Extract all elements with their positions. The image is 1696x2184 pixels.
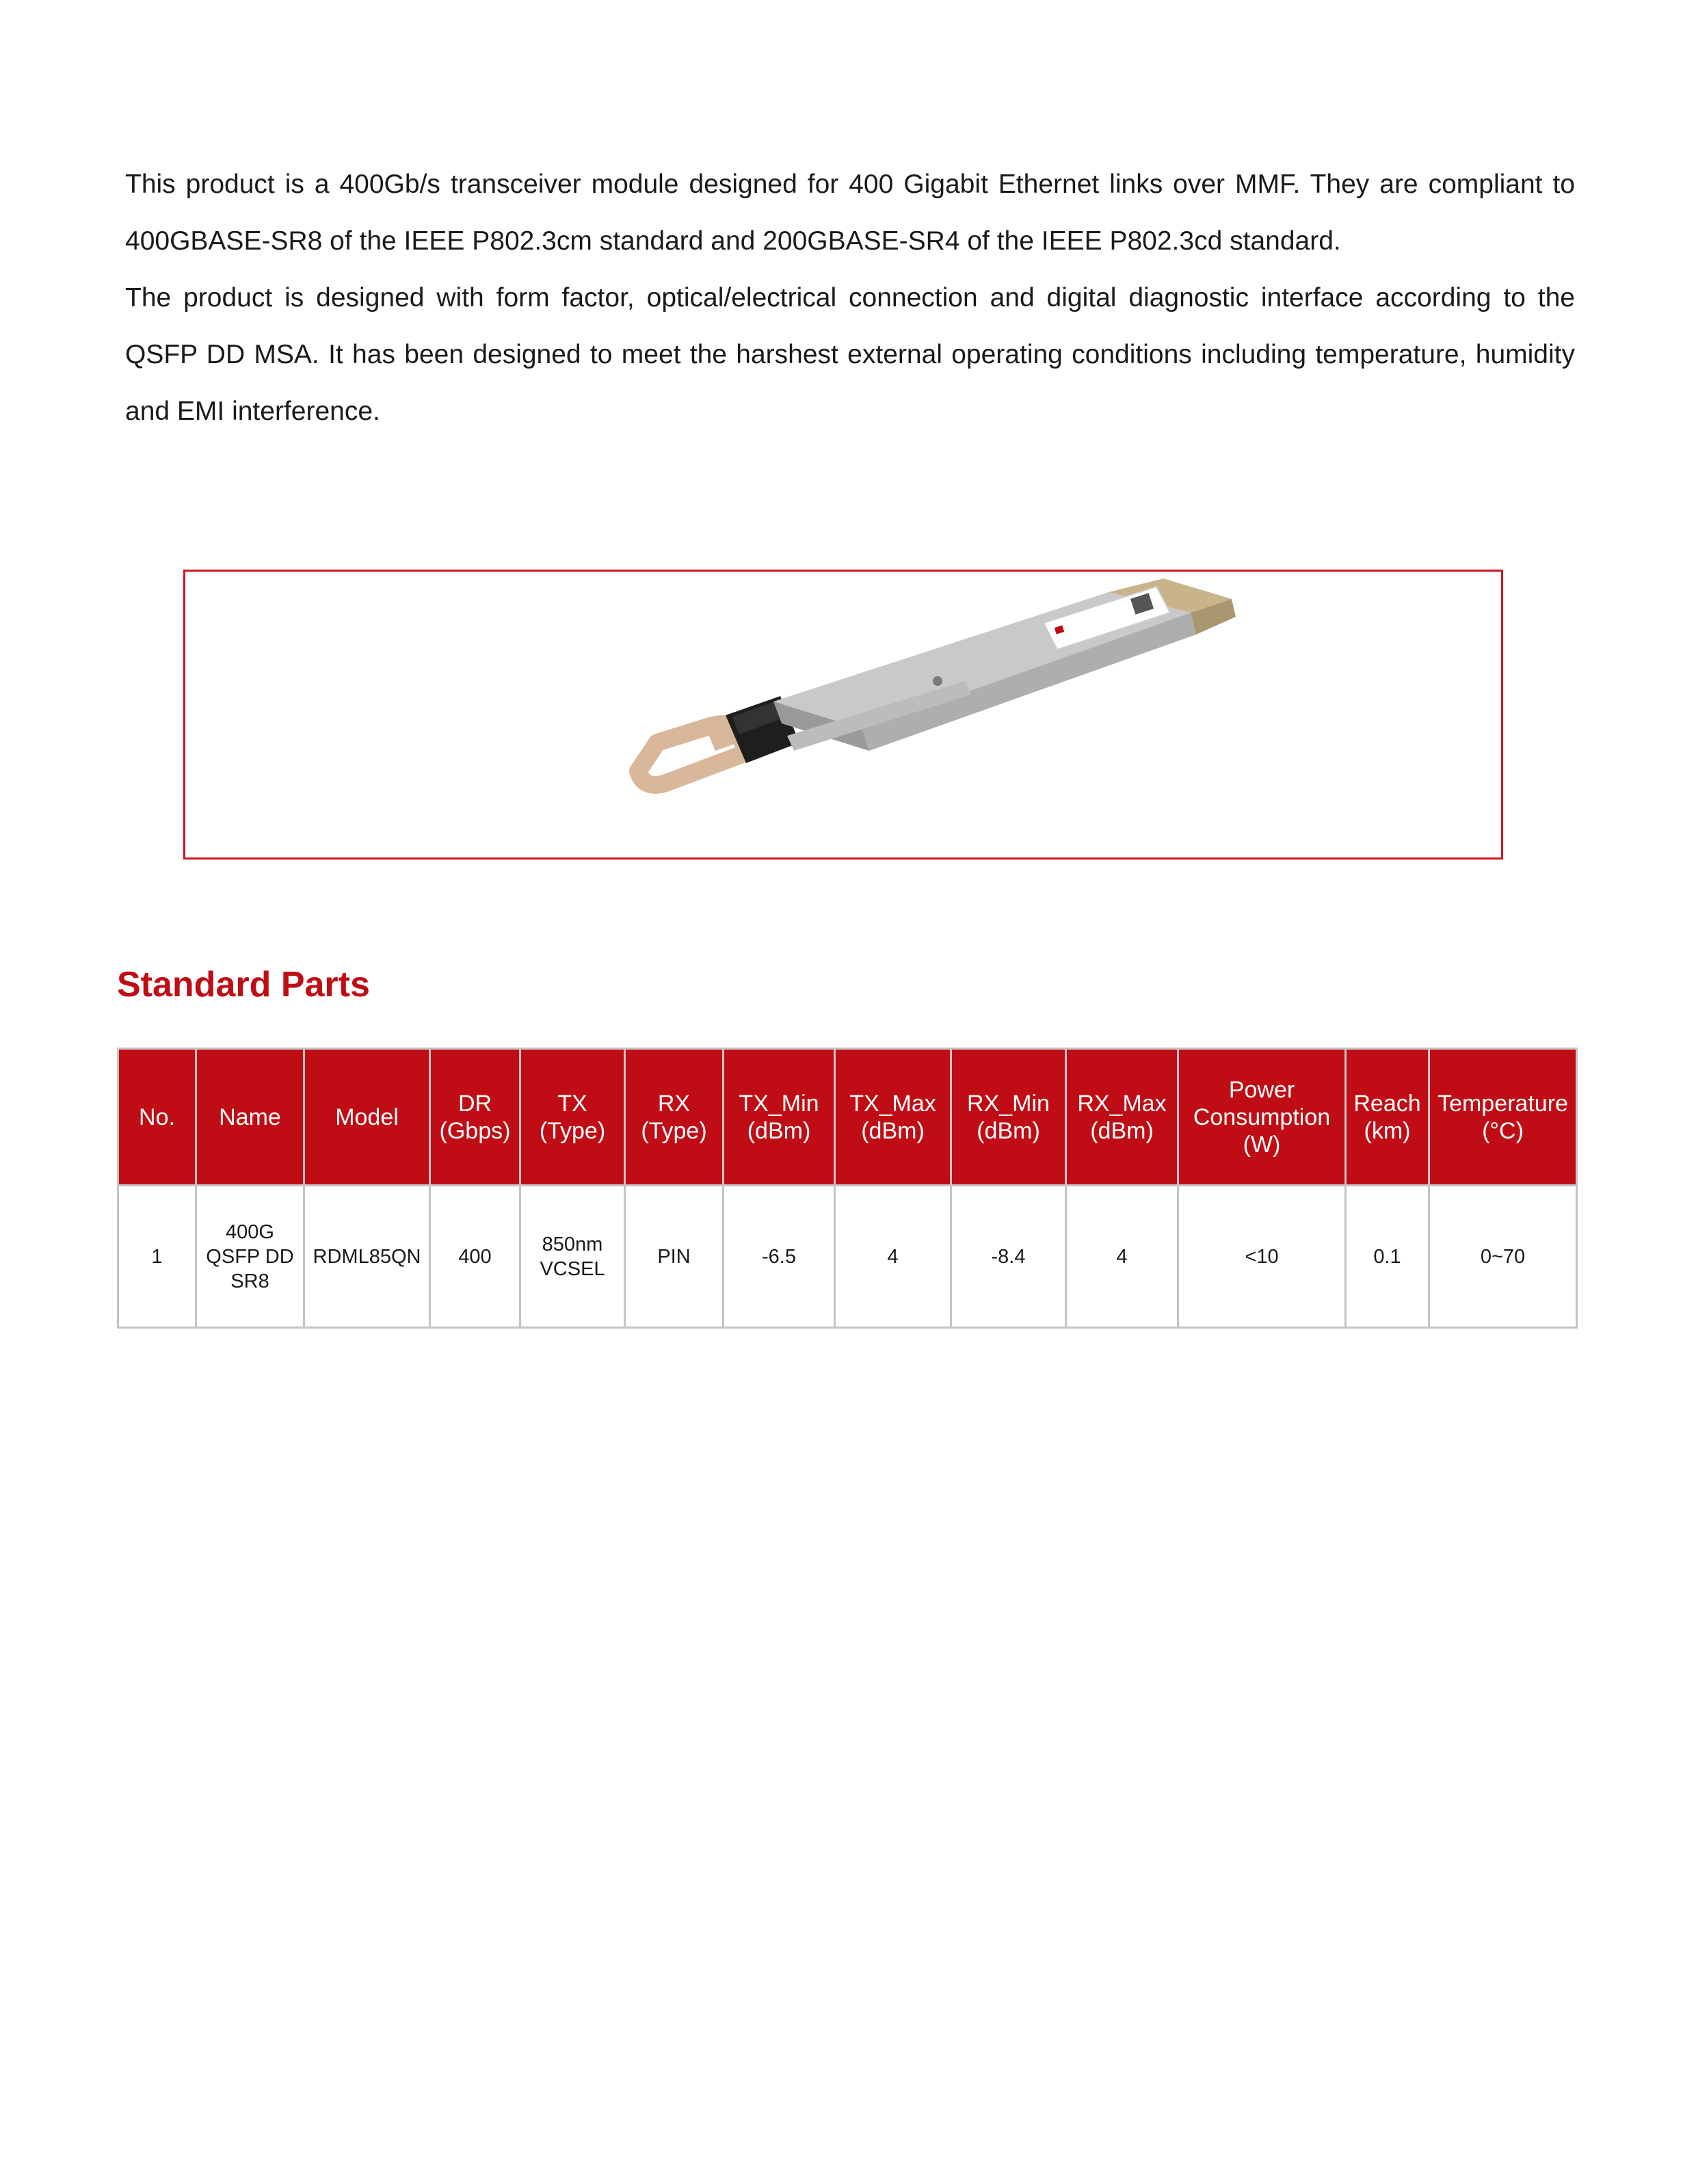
cell-rx-max — [1066, 1186, 1178, 1328]
column-header-text: Reach — [1353, 1090, 1421, 1117]
transceiver-module-image — [185, 572, 1501, 857]
column-header-tx-min — [724, 1049, 835, 1186]
cell-text: -8.4 — [991, 1245, 1026, 1268]
column-header-text: Consumption — [1193, 1104, 1331, 1130]
column-header-text: (dBm) — [1090, 1117, 1154, 1144]
product-image-frame — [183, 570, 1503, 860]
column-header-no — [118, 1049, 196, 1186]
cell-name — [196, 1186, 304, 1328]
cell-model — [304, 1186, 430, 1328]
cell-text: VCSEL — [540, 1257, 605, 1280]
cell-text: 0~70 — [1480, 1245, 1526, 1268]
column-header-text: TX_Max — [849, 1090, 936, 1117]
column-header-text: (km) — [1364, 1117, 1411, 1144]
column-header-text: Name — [219, 1104, 281, 1130]
intro-paragraph-2: The product is designed with form factor, optical/electrical connection and digital diagnostic interface according to the QSFP DD MSA. It has been designed to meet the harshest external operating conditions including temperature, humidity and EMI interference. — [125, 283, 1575, 426]
column-header-name — [196, 1049, 304, 1186]
column-header-text: (Type) — [641, 1117, 707, 1144]
column-header-text: TX_Min — [739, 1090, 819, 1117]
column-header-model — [304, 1049, 430, 1186]
cell-text: <10 — [1245, 1245, 1279, 1268]
column-header-temperature — [1429, 1049, 1577, 1186]
intro-text — [125, 156, 1575, 440]
cell-dr — [430, 1186, 520, 1328]
cell-text: SR8 — [230, 1270, 269, 1292]
cell-text: PIN — [657, 1245, 691, 1268]
cell-text: QSFP DD — [206, 1245, 294, 1268]
column-header-text: Power — [1228, 1076, 1295, 1103]
column-header-text: (dBm) — [861, 1117, 925, 1144]
column-header-reach — [1346, 1049, 1429, 1186]
column-header-text: TX — [557, 1090, 587, 1117]
intro-paragraph-1: This product is a 400Gb/s transceiver module designed for 400 Gigabit Ethernet links over MMF. They are compliant to 400GBASE-SR8 of the IEEE P802.3cm standard and 200GBASE-SR4 of the IEEE P802.3cd standard. — [125, 170, 1575, 256]
column-header-text: (°C) — [1482, 1117, 1524, 1144]
column-header-text: (Gbps) — [439, 1117, 511, 1144]
cell-no — [118, 1186, 196, 1328]
cell-power-consumption — [1178, 1186, 1346, 1328]
table-header-row — [118, 1049, 1577, 1186]
column-header-text: RX_Max — [1077, 1090, 1167, 1117]
cell-text: 400G — [226, 1221, 274, 1243]
cell-tx-min — [724, 1186, 835, 1328]
column-header-text: No. — [139, 1104, 175, 1130]
column-header-text: RX — [657, 1090, 691, 1117]
standard-parts-table — [117, 1048, 1578, 1329]
column-header-rx-max — [1066, 1049, 1178, 1186]
cell-text: -6.5 — [762, 1245, 796, 1268]
cell-text: 0.1 — [1373, 1245, 1401, 1268]
cell-temperature — [1429, 1186, 1577, 1328]
cell-rx — [625, 1186, 724, 1328]
column-header-text: Temperature — [1437, 1090, 1568, 1117]
cell-text: 1 — [151, 1245, 163, 1268]
cell-text: 850nm — [542, 1233, 603, 1255]
column-header-text: RX_Min — [967, 1090, 1050, 1117]
column-header-rx-min — [951, 1049, 1066, 1186]
column-header-text: (dBm) — [977, 1117, 1040, 1144]
section-title: Standard Parts — [117, 965, 370, 1004]
column-header-tx-max — [835, 1049, 951, 1186]
column-header-rx — [625, 1049, 724, 1186]
column-header-power-consumption — [1178, 1049, 1346, 1186]
column-header-text: Model — [335, 1104, 399, 1130]
table-row — [118, 1186, 1577, 1328]
cell-text: RDML85QN — [313, 1245, 421, 1268]
cell-rx-min — [951, 1186, 1066, 1328]
cell-tx-max — [835, 1186, 951, 1328]
cell-text: 400 — [458, 1245, 492, 1268]
column-header-text: DR — [458, 1090, 492, 1117]
column-header-tx — [520, 1049, 625, 1186]
cell-tx — [520, 1186, 625, 1328]
cell-reach — [1346, 1186, 1429, 1328]
cell-text: 4 — [1116, 1245, 1128, 1268]
column-header-text: (Type) — [539, 1117, 606, 1144]
column-header-text: (W) — [1243, 1131, 1281, 1158]
cell-text: 4 — [887, 1245, 899, 1268]
column-header-text: (dBm) — [747, 1117, 811, 1144]
column-header-dr — [430, 1049, 520, 1186]
